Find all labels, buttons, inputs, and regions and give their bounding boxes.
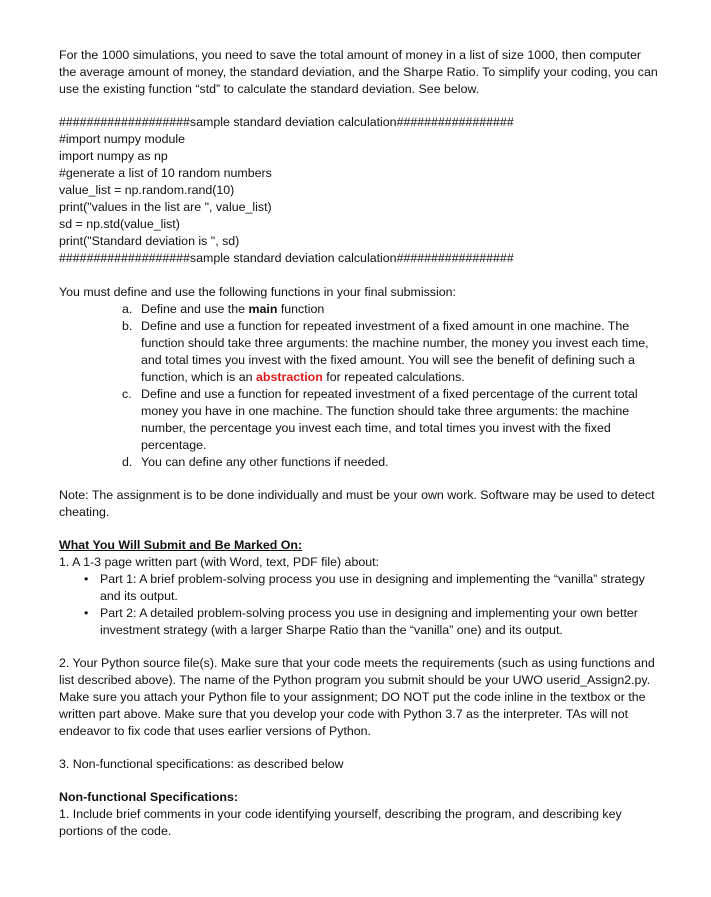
list-item: • Part 1: A brief problem-solving process you use in designing and implementing the “vanilla” strategy and its output.: [84, 572, 645, 603]
code-line: value_list = np.random.rand(10): [59, 183, 235, 197]
note-paragraph: Note: The assignment is to be done individually and must be your own work. Software may be used to detect cheating.: [59, 488, 655, 519]
list-item: b. Define and use a function for repeated investment of a fixed amount in one machine. The function should take three arguments: the machine number, the money you invest each time, and total times you invest with the fixed amount. You will see the benefit of defining such a function, which is an abstraction for repeated calculations.: [122, 319, 649, 384]
submit-heading: What You Will Submit and Be Marked On:: [59, 538, 303, 552]
code-line: ###################sample standard deviation calculation#################: [59, 251, 514, 265]
bullet-icon: •: [84, 572, 89, 586]
submit-bullets: [59, 571, 659, 639]
requirements-list: [59, 301, 659, 471]
code-line: ###################sample standard deviation calculation#################: [59, 115, 514, 129]
document-page: [59, 47, 659, 840]
code-line: print("Standard deviation is ", sd): [59, 234, 240, 248]
list-item: c. Define and use a function for repeated investment of a fixed percentage of the current total money you have in one machine. The function should take three arguments: the machine number, the percentage you invest each time, and total times you invest with the fixed percentage.: [122, 387, 638, 452]
list-marker: a.: [122, 302, 133, 316]
list-marker: c.: [122, 387, 132, 401]
list-marker: b.: [122, 319, 133, 333]
submit-item-1: 1. A 1-3 page written part (with Word, text, PDF file) about:: [59, 555, 380, 569]
submit-item-2: 2. Your Python source file(s). Make sure that your code meets the requirements (such as using functions and list described above). The name of the Python program you submit should be your UWO userid_Assign2.py. Make sure you attach your Python file to your assignment; DO NOT put the code inline in the textbox or the written part above. Make sure that you develop your code with Python 3.7 as the interpreter. TAs will not endeavor to fix code that uses earlier versions of Python.: [59, 656, 655, 738]
code-line: print("values in the list are ", value_list): [59, 200, 272, 214]
code-line: import numpy as np: [59, 149, 168, 163]
submit-item-3: 3. Non-functional specifications: as described below: [59, 757, 344, 771]
list-item: d. You can define any other functions if needed.: [122, 455, 389, 469]
intro-paragraph: For the 1000 simulations, you need to save the total amount of money in a list of size 1000, then computer the average amount of money, the standard deviation, and the Sharpe Ratio. To simplify your coding, you can use the existing function “std” to calculate the standard deviation. See below.: [59, 48, 658, 96]
requirements-intro: You must define and use the following functions in your final submission:: [59, 285, 456, 299]
nonfunctional-heading: Non-functional Specifications:: [59, 790, 238, 804]
list-item: a. Define and use the main function: [122, 302, 325, 316]
code-line: #import numpy module: [59, 132, 186, 146]
list-marker: d.: [122, 455, 133, 469]
code-sample: [59, 114, 659, 267]
nonfunctional-item-1: 1. Include brief comments in your code identifying yourself, describing the program, and describing key portions of the code.: [59, 807, 622, 838]
bold-main: main: [248, 302, 278, 316]
bullet-icon: •: [84, 606, 89, 620]
code-line: sd = np.std(value_list): [59, 217, 180, 231]
abstraction-highlight: abstraction: [256, 370, 323, 384]
code-line: #generate a list of 10 random numbers: [59, 166, 272, 180]
list-item: • Part 2: A detailed problem-solving process you use in designing and implementing your own better investment strategy (with a larger Sharpe Ratio than the “vanilla” one) and its output.: [84, 606, 638, 637]
